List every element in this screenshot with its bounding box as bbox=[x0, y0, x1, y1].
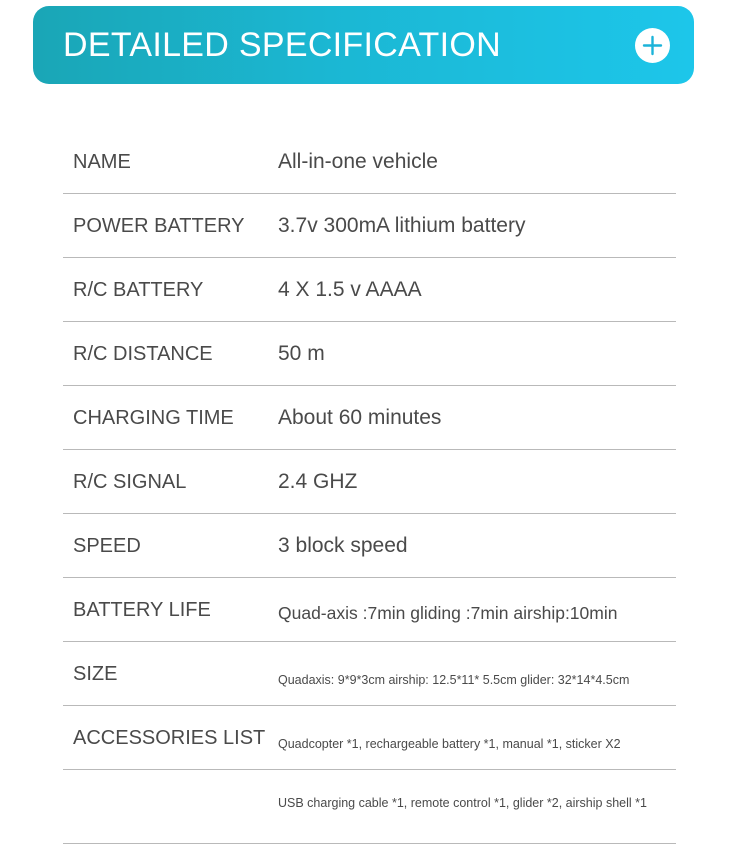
spec-row-rc-distance bbox=[63, 322, 676, 386]
spec-value: USB charging cable *1, remote control *1, glider *2, airship shell *1 bbox=[278, 796, 647, 810]
spec-row-battery-life bbox=[63, 578, 676, 642]
plus-circle-icon bbox=[635, 28, 670, 63]
spec-value: Quad-axis :7min gliding :7min airship:10min bbox=[278, 603, 618, 623]
spec-row-speed bbox=[63, 514, 676, 578]
spec-value: About 60 minutes bbox=[278, 406, 442, 429]
spec-label: POWER BATTERY bbox=[73, 215, 245, 237]
spec-label: R/C BATTERY bbox=[73, 279, 204, 301]
spec-label: R/C DISTANCE bbox=[73, 343, 213, 365]
spec-table bbox=[63, 130, 676, 844]
spec-value: 2.4 GHZ bbox=[278, 470, 358, 493]
spec-value: 4 X 1.5 v AAAA bbox=[278, 278, 422, 301]
spec-label: CHARGING TIME bbox=[73, 407, 234, 429]
spec-row-name bbox=[63, 130, 676, 194]
spec-label: R/C SIGNAL bbox=[73, 471, 187, 493]
spec-label: ACCESSORIES LIST bbox=[73, 727, 266, 749]
expand-button[interactable] bbox=[635, 28, 670, 63]
spec-row-rc-signal bbox=[63, 450, 676, 514]
page-title: DETAILED SPECIFICATION bbox=[63, 26, 501, 64]
spec-row-accessories-list bbox=[63, 706, 676, 770]
spec-row-power-battery bbox=[63, 194, 676, 258]
spec-value: 3 block speed bbox=[278, 534, 408, 557]
spec-value: Quadcopter *1, rechargeable battery *1, manual *1, sticker X2 bbox=[278, 737, 621, 751]
spec-row-rc-battery bbox=[63, 258, 676, 322]
spec-label: SPEED bbox=[73, 535, 141, 557]
header-banner bbox=[33, 6, 694, 84]
spec-row-charging-time bbox=[63, 386, 676, 450]
spec-row-accessories-continued bbox=[63, 770, 676, 844]
spec-label: SIZE bbox=[73, 663, 118, 685]
spec-value: All-in-one vehicle bbox=[278, 150, 438, 173]
spec-value: 3.7v 300mA lithium battery bbox=[278, 214, 526, 237]
spec-value: Quadaxis: 9*9*3cm airship: 12.5*11* 5.5cm glider: 32*14*4.5cm bbox=[278, 673, 630, 687]
spec-label: BATTERY LIFE bbox=[73, 599, 211, 621]
spec-value: 50 m bbox=[278, 342, 325, 365]
spec-label: NAME bbox=[73, 151, 131, 173]
spec-row-size bbox=[63, 642, 676, 706]
